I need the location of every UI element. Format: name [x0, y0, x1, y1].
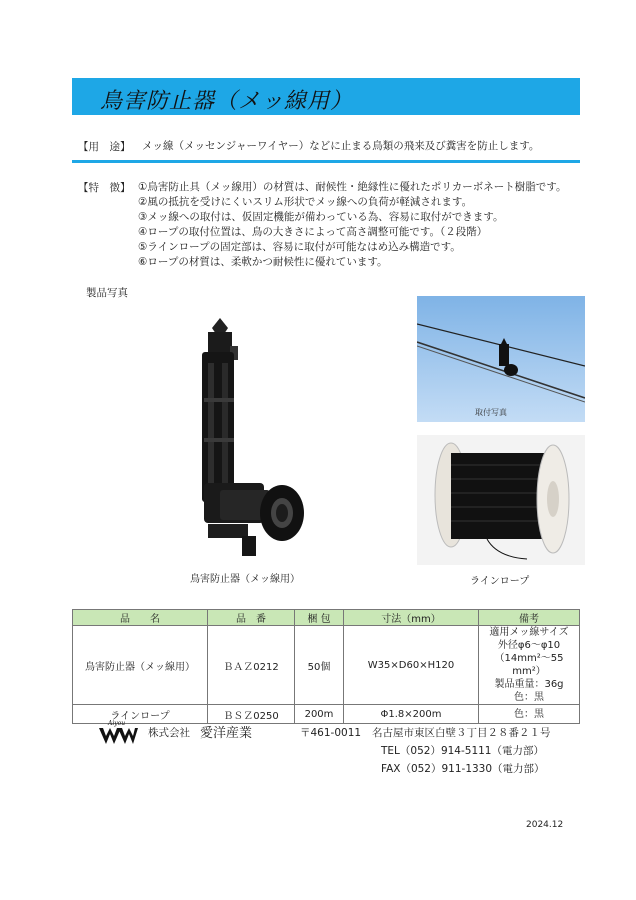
company-fax: FAX（052）911-1330（電力部）: [381, 763, 545, 775]
features-list: [138, 180, 566, 270]
header-size: 寸法（mm）: [344, 610, 479, 626]
table-row: [73, 705, 580, 724]
cell-size: W35×D60×H120: [344, 626, 479, 705]
header-pack: 梱 包: [295, 610, 344, 626]
feature-item: ⑤ラインロープの固定部は、容易に取付が可能なはめ込み構造です。: [138, 241, 461, 253]
company-address: 名古屋市東区白壁３丁目２８番２１号: [372, 727, 551, 739]
cell-code: ＢＳＺ0250: [208, 705, 295, 724]
features-label: 【特 徴】: [78, 182, 131, 194]
cell-note: [479, 705, 580, 724]
header-code: 品 番: [208, 610, 295, 626]
cell-pack: 200m: [295, 705, 344, 724]
feature-item: ⑥ロープの材質は、柔軟かつ耐候性に優れています。: [138, 256, 388, 268]
cell-name: ラインロープ: [73, 705, 208, 724]
table-header-row: [73, 610, 580, 626]
cell-pack: 50個: [295, 626, 344, 705]
page-title: 鳥害防止器（メッ線用）: [100, 89, 354, 114]
company-name: 愛洋産業: [200, 726, 253, 741]
feature-item: ②風の抵抗を受けにくいスリム形状でメッ線への負荷が軽減されます。: [138, 196, 473, 208]
logo-text: Aiyou: [108, 720, 126, 727]
note-line: 色：黒: [514, 708, 544, 720]
feature-item: ③メッ線への取付は、仮固定機能が備わっている為、容易に取付ができます。: [138, 211, 504, 223]
feature-item: ④ロープの取付位置は、鳥の大きさによって高さ調整可能です。（２段階）: [138, 226, 488, 238]
note-line: （14mm²～55 mm²）: [494, 653, 564, 677]
product-caption: 鳥害防止器（メッ線用）: [190, 574, 300, 585]
header-note: 備考: [479, 610, 580, 626]
company-logo: [98, 718, 138, 746]
company-tel: TEL（052）914-5111（電力部）: [381, 745, 544, 757]
postal-code: 〒461-0011: [300, 727, 362, 739]
product-image: [190, 318, 310, 563]
cell-note: [479, 626, 580, 705]
note-line: 外径φ6～φ10: [497, 640, 561, 651]
note-line: 適用メッ線サイズ: [489, 627, 569, 638]
issue-date: 2024.12: [526, 820, 564, 830]
cell-code: ＢＡＺ0212: [208, 626, 295, 705]
feature-item: ①鳥害防止具（メッ線用）の材質は、耐候性・絶縁性に優れたポリカーボネート樹脂です。: [138, 181, 567, 193]
rope-photo: [417, 435, 585, 565]
spec-table: [72, 609, 580, 724]
rope-caption: ラインロープ: [470, 576, 530, 587]
usage-label: 【用 途】: [78, 141, 131, 153]
cell-name: 鳥害防止器（メッ線用）: [73, 626, 208, 705]
photo-section-label: 製品写真: [86, 287, 128, 299]
note-line: 製品重量：36g 色：黒: [494, 679, 574, 703]
table-row: [73, 626, 580, 705]
install-photo: [417, 296, 585, 422]
section-divider: [72, 160, 580, 163]
company-type: 株式会社: [148, 727, 190, 739]
install-caption: 取付写真: [475, 408, 507, 417]
usage-text: メッ線（メッセンジャーワイヤー）などに止まる鳥類の飛来及び糞害を防止します。: [142, 140, 540, 152]
header-name: 品 名: [73, 610, 208, 626]
cell-size: Φ1.8×200m: [344, 705, 479, 724]
